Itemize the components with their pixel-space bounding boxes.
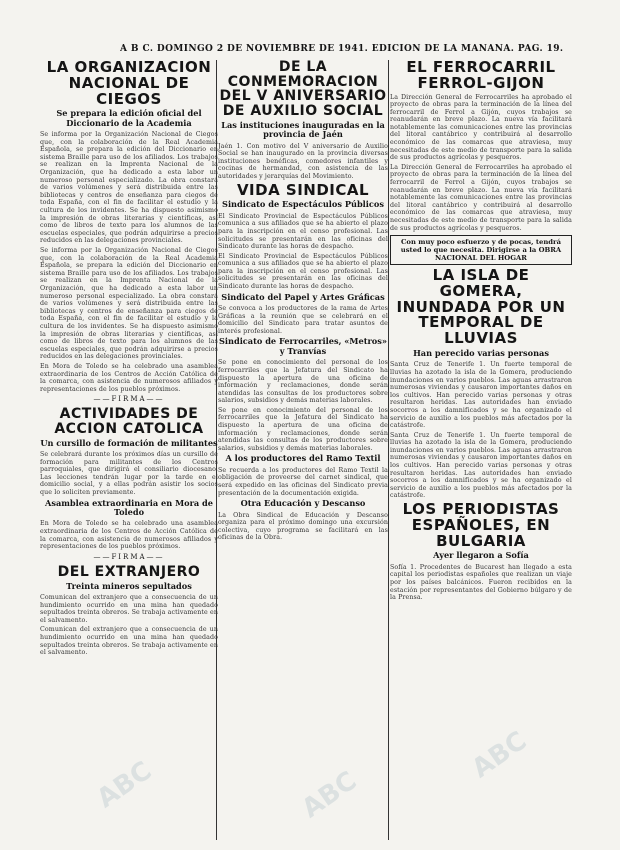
article-body: Se recuerda a los productores del Ramo Textil la obligación de proveerse del carnet sindical, que será expedido en las oficinas del Sindicato previa presentación de la documentación exigida. [218, 466, 388, 497]
page-header: A B C. DOMINGO 2 DE NOVIEMBRE DE 1941. EDICION DE LA MAÑANA. PAG. 19. [120, 44, 564, 54]
headline-vida-sindical: VIDA SINDICAL [236, 180, 370, 199]
article-body: La Dirección General de Ferrocarriles ha aprobado el proyecto de obras para la terminación de la línea del ferrocarril de Ferrol a Gijón, cuyos trabajos se reanudarán en breve plazo. La nueva vía facilitará notablemente las comunicaciones entre las provincias del litoral cantábrico y contribuirá al desarrollo económico de las comarcas que atraviesa, muy necesitadas de este medio de transporte para la salida de sus productos agrícolas y pesqueros. [390, 163, 572, 232]
headline-accion-catolica: ACTIVIDADES DE ACCION CATOLICA [54, 406, 204, 437]
watermark: ABC [466, 725, 533, 785]
watermark: ABC [296, 765, 363, 825]
watermark: ABC [91, 755, 158, 815]
article-body: La Obra Sindical de Educación y Descanso organiza para el próximo domingo una excursión colectiva, cuyo programa se facilitará en las oficinas de la Obra. [218, 511, 388, 542]
subheadline: A los productores del Ramo Textil [225, 453, 381, 464]
article-body: En Mora de Toledo se ha celebrado una asamblea extraordinaria de los Centros de Acción Católica de la comarca, con asistencia de numerosos afiliados y representaciones de los pueblos próximos. [40, 362, 218, 393]
article-body: Santa Cruz de Tenerife 1. Un fuerte temporal de lluvias ha azotado la isla de la Gomera, produciendo inundaciones en varios pueblos. Las aguas arrastraron numerosas viviendas y causaron importantes daños en los cultivos. Han perecido varias personas y otras resultaron heridas. Las autoridades han enviado socorros a los damnificados y se ha organizado el servicio de auxilio a los pueblos más afectados por la catástrofe. [390, 361, 572, 430]
subheadline: Un cursillo de formación de militantes [40, 437, 218, 448]
article-body: Comunican del extranjero que a consecuencia de un hundimiento ocurrido en una mina han quedado sepultados treinta obreros. Se trabaja activamente en el salvamento. [40, 626, 218, 657]
article-body: El Sindicato Provincial de Espectáculos Públicos comunica a sus afiliados que se ha abierto el plazo para la inscripción en el censo profesional. Las solicitudes se presentarán en las oficinas del Sindicato durante las horas de despacho. [218, 252, 388, 291]
headline-periodistas: LOS PERIODISTAS ESPAÑOLES, EN BULGARIA [402, 500, 560, 550]
article-body: Comunican del extranjero que a consecuencia de un hundimiento ocurrido en una mina han quedado sepultados treinta obreros. Se trabaja activamente en el salvamento. [40, 593, 218, 624]
article-body: Sofía 1. Procedentes de Bucarest han llegado a esta capital los periodistas españoles que realizan un viaje por los países balcánicos. Fueron recibidos en la estación por representantes del Gobierno búlgaro y de la Prensa. [390, 563, 572, 602]
column-rule [388, 60, 389, 840]
subheadline: Sindicato de Ferrocarriles, «Metros» y Tranvías [219, 336, 387, 356]
subheadline: Sindicato de Espectáculos Públicos [222, 199, 384, 210]
ad-box [390, 235, 572, 265]
ad-text: Con muy poco esfuerzo y de pocas, tendrá usted lo que necesita. Dirigirse a la OBRA NACIONAL DEL HOGAR [400, 238, 562, 263]
article-body: Se convoca a los productores de la rama de Artes Gráficas a la reunión que se celebrará en el domicilio del Sindicato para tratar asuntos de interés profesional. [218, 305, 388, 335]
headline-auxilio-social: DE LA CONMEMORACION DEL V ANIVERSARIO DE AUXILIO SOCIAL [219, 60, 387, 120]
article-body: En Mora de Toledo se ha celebrado una asamblea extraordinaria de los Centros de Acción Católica de la comarca, con asistencia de numerosos afiliados y representaciones de los pueblos próximos. [40, 520, 218, 551]
subheadline: Treinta mineros sepultados [66, 580, 192, 591]
article-body: Se pone en conocimiento del personal de los ferrocarriles que la Jefatura del Sindicato ha dispuesto la apertura de una oficina de información y reclamaciones, donde serán atendidas las consultas de los productores sobre salarios, subsidios y demás materias laborales. [218, 406, 388, 452]
headline-extranjero: DEL EXTRANJERO [57, 563, 201, 580]
column-2 [218, 60, 388, 544]
article-body: La Dirección General de Ferrocarriles ha aprobado el proyecto de obras para la terminación de la línea del ferrocarril de Ferrol a Gijón, cuyos trabajos se reanudarán en breve plazo. La nueva vía facilitará notablemente las comunicaciones entre las provincias del litoral cantábrico y contribuirá al desarrollo económico de las comarcas que atraviesa, muy necesitadas de este medio de transporte para la salida de sus productos agrícolas y pesqueros. [390, 93, 572, 162]
subheadline: Las instituciones inauguradas en la provincia de Jaén [221, 119, 385, 140]
subheadline: Ayer llegaron a Sofía [433, 550, 529, 561]
article-body: Se pone en conocimiento del personal de los ferrocarriles que la Jefatura del Sindicato ha dispuesto la apertura de una oficina de información y reclamaciones, donde serán atendidas las consultas de los productores sobre salarios, subsidios y demás materias laborales. [218, 359, 388, 405]
separator: ——FIRMA—— [93, 395, 165, 404]
article-body: Se celebrará durante los próximos días un cursillo de formación para militantes de los Centros parroquiales, que dirigirá el consiliario diocesano. Las lecciones tendrán lugar por la tarde en el domicilio social, y a ellas podrán asistir los socios que lo soliciten previamente. [40, 451, 218, 497]
subheadline: Han perecido varias personas [413, 347, 549, 358]
article-body: El Sindicato Provincial de Espectáculos Públicos comunica a sus afiliados que se ha abierto el plazo para la inscripción en el censo profesional. Las solicitudes se presentarán en las oficinas del Sindicato durante las horas de despacho. [218, 212, 388, 251]
column-3 [390, 60, 572, 604]
headline-ferrocarril: EL FERROCARRIL FERROL-GIJON [406, 60, 556, 92]
article-body: Jaén 1. Con motivo del V aniversario de Auxilio Social se han inaugurado en la provincia diversas instituciones benéficas, comedores infantiles y cocinas de hermandad, con asistencia de las autoridades y jerarquías del Movimiento. [218, 142, 388, 180]
column-1 [40, 60, 218, 659]
subheadline: Sindicato del Papel y Artes Gráficas [221, 291, 385, 302]
headline-isla-gomera: LA ISLA DE GOMERA, INUNDADA POR UN TEMPORAL DE LLUVIAS [396, 266, 566, 348]
article-body: Se informa por la Organización Nacional de Ciegos que, con la colaboración de la Real Academia Española, se prepara la edición del Diccionario en sistema Braille para uso de los afiliados. Los trabajos se realizan en la Imprenta Nacional de la Organización, que ha dedicado a esta labor un numeroso personal especializado. La obra constará de varios volúmenes y será distribuida entre las bibliotecas y centros de enseñanza para ciegos de toda España, con el fin de facilitar el estudio y la cultura de los invidentes. Se ha dispuesto asimismo la impresión de obras literarias y científicas, así como de libros de texto para los alumnos de las escuelas especiales, que podrán adquirirse a precios reducidos en las delegaciones provinciales. [40, 131, 218, 245]
separator: ——FIRMA—— [93, 552, 165, 561]
article-body: Se informa por la Organización Nacional de Ciegos que, con la colaboración de la Real Academia Española, se prepara la edición del Diccionario en sistema Braille para uso de los afiliados. Los trabajos se realizan en la Imprenta Nacional de la Organización, que ha dedicado a esta labor un numeroso personal especializado. La obra constará de varios volúmenes y será distribuida entre las bibliotecas y centros de enseñanza para ciegos de toda España, con el fin de facilitar el estudio y la cultura de los invidentes. Se ha dispuesto asimismo la impresión de obras literarias y científicas, así como de libros de texto para los alumnos de las escuelas especiales, que podrán adquirirse a precios reducidos en las delegaciones provinciales. [40, 247, 218, 361]
subheadline: Se prepara la edición oficial del Diccionario de la Academia [56, 108, 202, 128]
subheadline: Otra Educación y Descanso [240, 498, 366, 509]
article-body: Santa Cruz de Tenerife 1. Un fuerte temporal de lluvias ha azotado la isla de la Gomera, produciendo inundaciones en varios pueblos. Las aguas arrastraron numerosas viviendas y causaron importantes daños en los cultivos. Han perecido varias personas y otras resultaron heridas. Las autoridades han enviado socorros a los damnificados y se ha organizado el servicio de auxilio a los pueblos más afectados por la catástrofe. [390, 431, 572, 500]
headline-organizacion-ciegos: LA ORGANIZACION NACIONAL DE CIEGOS [46, 60, 212, 108]
subheadline: Asamblea extraordinaria en Mora de Toledo [44, 497, 213, 518]
